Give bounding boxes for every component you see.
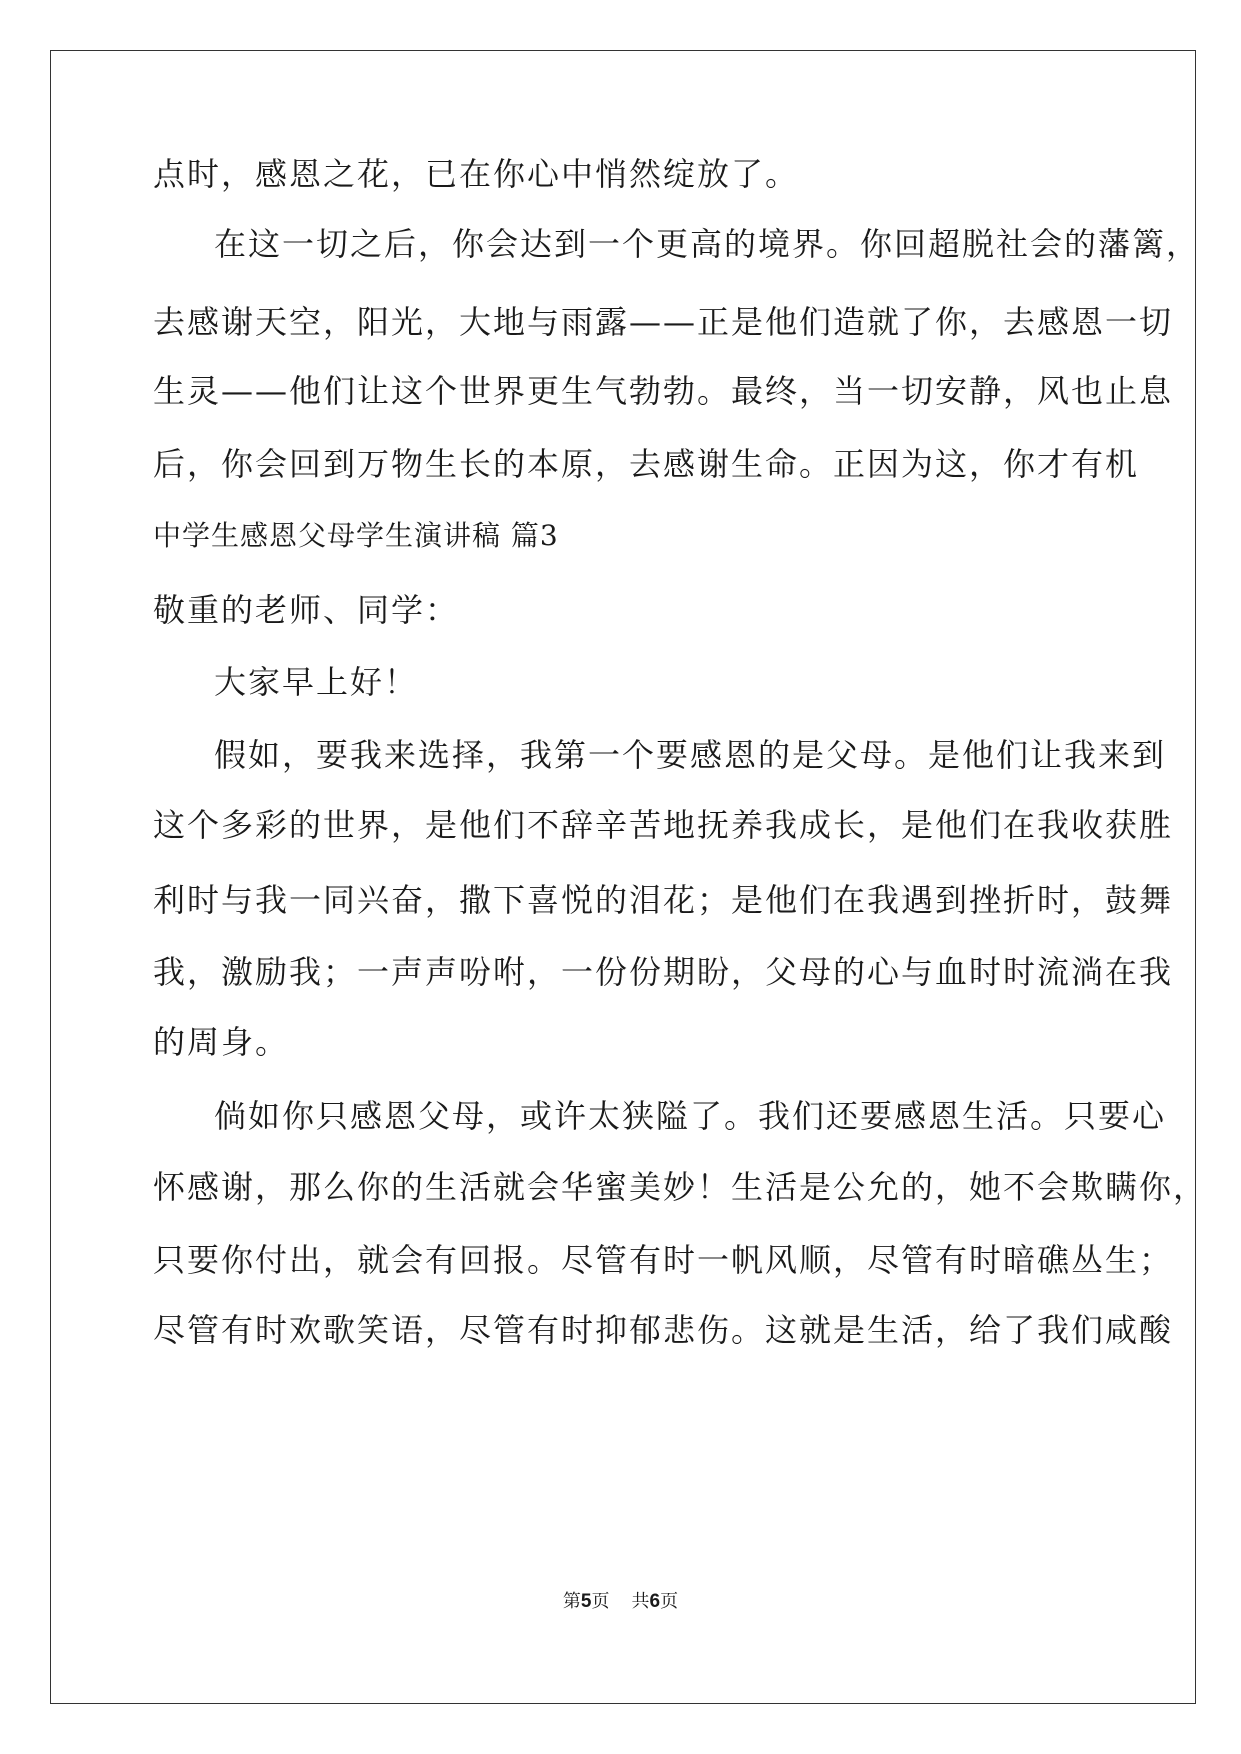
paragraph-line: 怀感谢，那么你的生活就会华蜜美妙！生活是公允的，她不会欺瞒你， xyxy=(153,1168,1208,1206)
page-current: 5 xyxy=(580,1591,592,1612)
paragraph-line: 这个多彩的世界，是他们不辞辛苦地抚养我成长，是他们在我收获胜 xyxy=(153,806,1174,844)
total-suffix: 页 xyxy=(660,1591,679,1612)
section-heading: 中学生感恩父母学生演讲稿 篇3 xyxy=(153,519,559,552)
paragraph-line: 只要你付出，就会有回报。尽管有时一帆风顺，尽管有时暗礁丛生； xyxy=(153,1241,1174,1279)
total-prefix: 共 xyxy=(631,1591,650,1612)
paragraph-line: 生灵——他们让这个世界更生气勃勃。最终，当一切安静，风也止息 xyxy=(153,372,1174,410)
paragraph-line: 去感谢天空，阳光，大地与雨露——正是他们造就了你，去感恩一切 xyxy=(153,303,1174,341)
page-total: 6 xyxy=(649,1591,661,1612)
page-prefix: 第 xyxy=(562,1591,581,1612)
page-footer xyxy=(0,1590,1241,1614)
page-border xyxy=(50,50,1196,1704)
paragraph-line: 我，激励我；一声声吩咐，一份份期盼，父母的心与血时时流淌在我 xyxy=(153,953,1174,991)
page-suffix: 页 xyxy=(591,1591,610,1612)
paragraph-line: 后，你会回到万物生长的本原，去感谢生命。正因为这，你才有机 xyxy=(153,445,1140,483)
salutation: 敬重的老师、同学： xyxy=(153,591,460,629)
paragraph-line: 利时与我一同兴奋，撒下喜悦的泪花；是他们在我遇到挫折时，鼓舞 xyxy=(153,881,1174,919)
greeting: 大家早上好！ xyxy=(214,663,419,701)
paragraph-line: 假如，要我来选择，我第一个要感恩的是父母。是他们让我来到 xyxy=(214,736,1167,774)
paragraph-line: 的周身。 xyxy=(153,1023,290,1061)
paragraph-line: 尽管有时欢歌笑语，尽管有时抑郁悲伤。这就是生活，给了我们咸酸 xyxy=(153,1311,1174,1349)
paragraph-line: 在这一切之后，你会达到一个更高的境界。你回超脱社会的藩篱， xyxy=(214,225,1201,263)
paragraph-line: 点时，感恩之花，已在你心中悄然绽放了。 xyxy=(153,155,800,193)
paragraph-line: 倘如你只感恩父母，或许太狭隘了。我们还要感恩生活。只要心 xyxy=(214,1097,1167,1135)
